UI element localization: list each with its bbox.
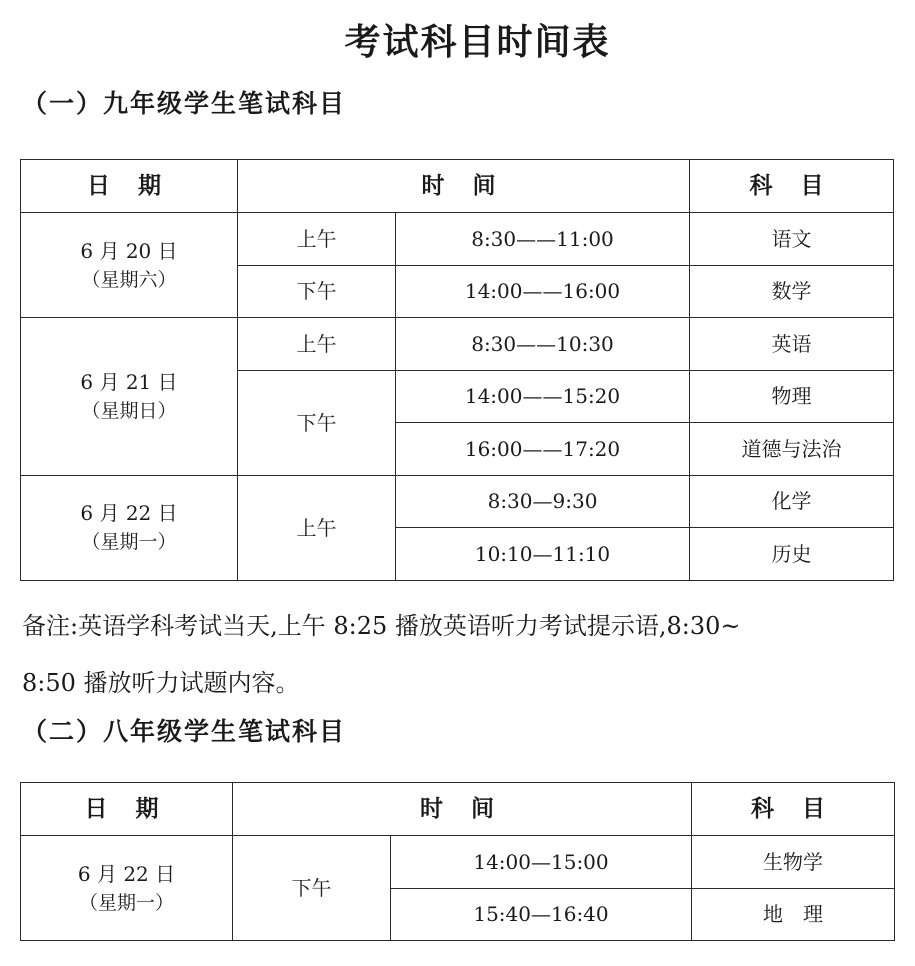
header-row (21, 160, 894, 213)
period-cell: 下午 (233, 836, 391, 941)
date-cell (21, 213, 238, 318)
time-column-header: 时 间 (233, 783, 692, 836)
date-text: 6 月 21 日 (80, 370, 178, 394)
weekday-text: （星期一） (81, 531, 177, 554)
grade-9-schedule-table (20, 159, 894, 581)
period-cell: 上午 (238, 213, 396, 266)
time-cell: 14:00—15:00 (391, 836, 692, 889)
weekday-text: （星期日） (81, 400, 177, 422)
note-line-1: 备注:英语学科考试当天,上午 8:25 播放英语听力考试提示语,8:30~ (22, 612, 741, 640)
subject-column-header: 科 目 (690, 160, 894, 213)
time-cell: 14:00——16:00 (396, 265, 690, 318)
subject-cell: 历史 (690, 528, 894, 581)
subject-cell: 数学 (690, 265, 894, 318)
time-cell: 15:40—16:40 (391, 888, 692, 941)
time-cell: 8:30——10:30 (396, 318, 690, 371)
date-cell (21, 836, 233, 941)
date-cell (21, 318, 238, 476)
weekday-text: （星期六） (81, 268, 177, 291)
note-line-2: 8:50 播放听力试题内容。 (22, 669, 300, 697)
date-text: 6 月 20 日 (80, 238, 178, 263)
grade-8-schedule-body (21, 783, 895, 941)
grade-9-schedule-body (21, 160, 894, 581)
table-row (21, 836, 895, 889)
table-row (21, 213, 894, 266)
date-cell (21, 475, 238, 580)
subject-cell: 地 理 (692, 888, 895, 941)
section-1-heading: （一）九年级学生笔试科目 (22, 89, 347, 118)
subject-column-header: 科 目 (692, 783, 895, 836)
subject-cell: 英语 (690, 318, 894, 371)
date-text: 6 月 22 日 (80, 501, 178, 526)
document-title: 考试科目时间表 (344, 22, 611, 63)
period-cell: 下午 (238, 265, 396, 318)
time-cell: 10:10—11:10 (396, 528, 690, 581)
subject-cell: 化学 (690, 475, 894, 528)
period-cell: 上午 (238, 318, 396, 371)
time-column-header: 时 间 (238, 160, 690, 213)
time-cell: 14:00——15:20 (396, 370, 690, 423)
period-cell: 下午 (238, 370, 396, 475)
time-cell: 8:30—9:30 (396, 475, 690, 528)
time-cell: 16:00——17:20 (396, 423, 690, 476)
subject-cell: 语文 (690, 213, 894, 266)
date-column-header: 日 期 (21, 783, 233, 836)
subject-cell: 物理 (690, 370, 894, 423)
exam-note (22, 598, 915, 712)
grade-8-schedule-table (20, 782, 895, 941)
period-cell: 上午 (238, 475, 396, 580)
header-row (21, 783, 895, 836)
subject-cell: 道德与法治 (690, 423, 894, 476)
table-row (21, 318, 894, 371)
weekday-text: （星期一） (78, 891, 174, 914)
section-2-heading: （二）八年级学生笔试科目 (22, 717, 347, 746)
date-column-header: 日 期 (21, 160, 238, 213)
time-cell: 8:30——11:00 (396, 213, 690, 266)
date-text: 6 月 22 日 (77, 861, 176, 886)
table-row (21, 475, 894, 528)
subject-cell: 生物学 (692, 836, 895, 889)
